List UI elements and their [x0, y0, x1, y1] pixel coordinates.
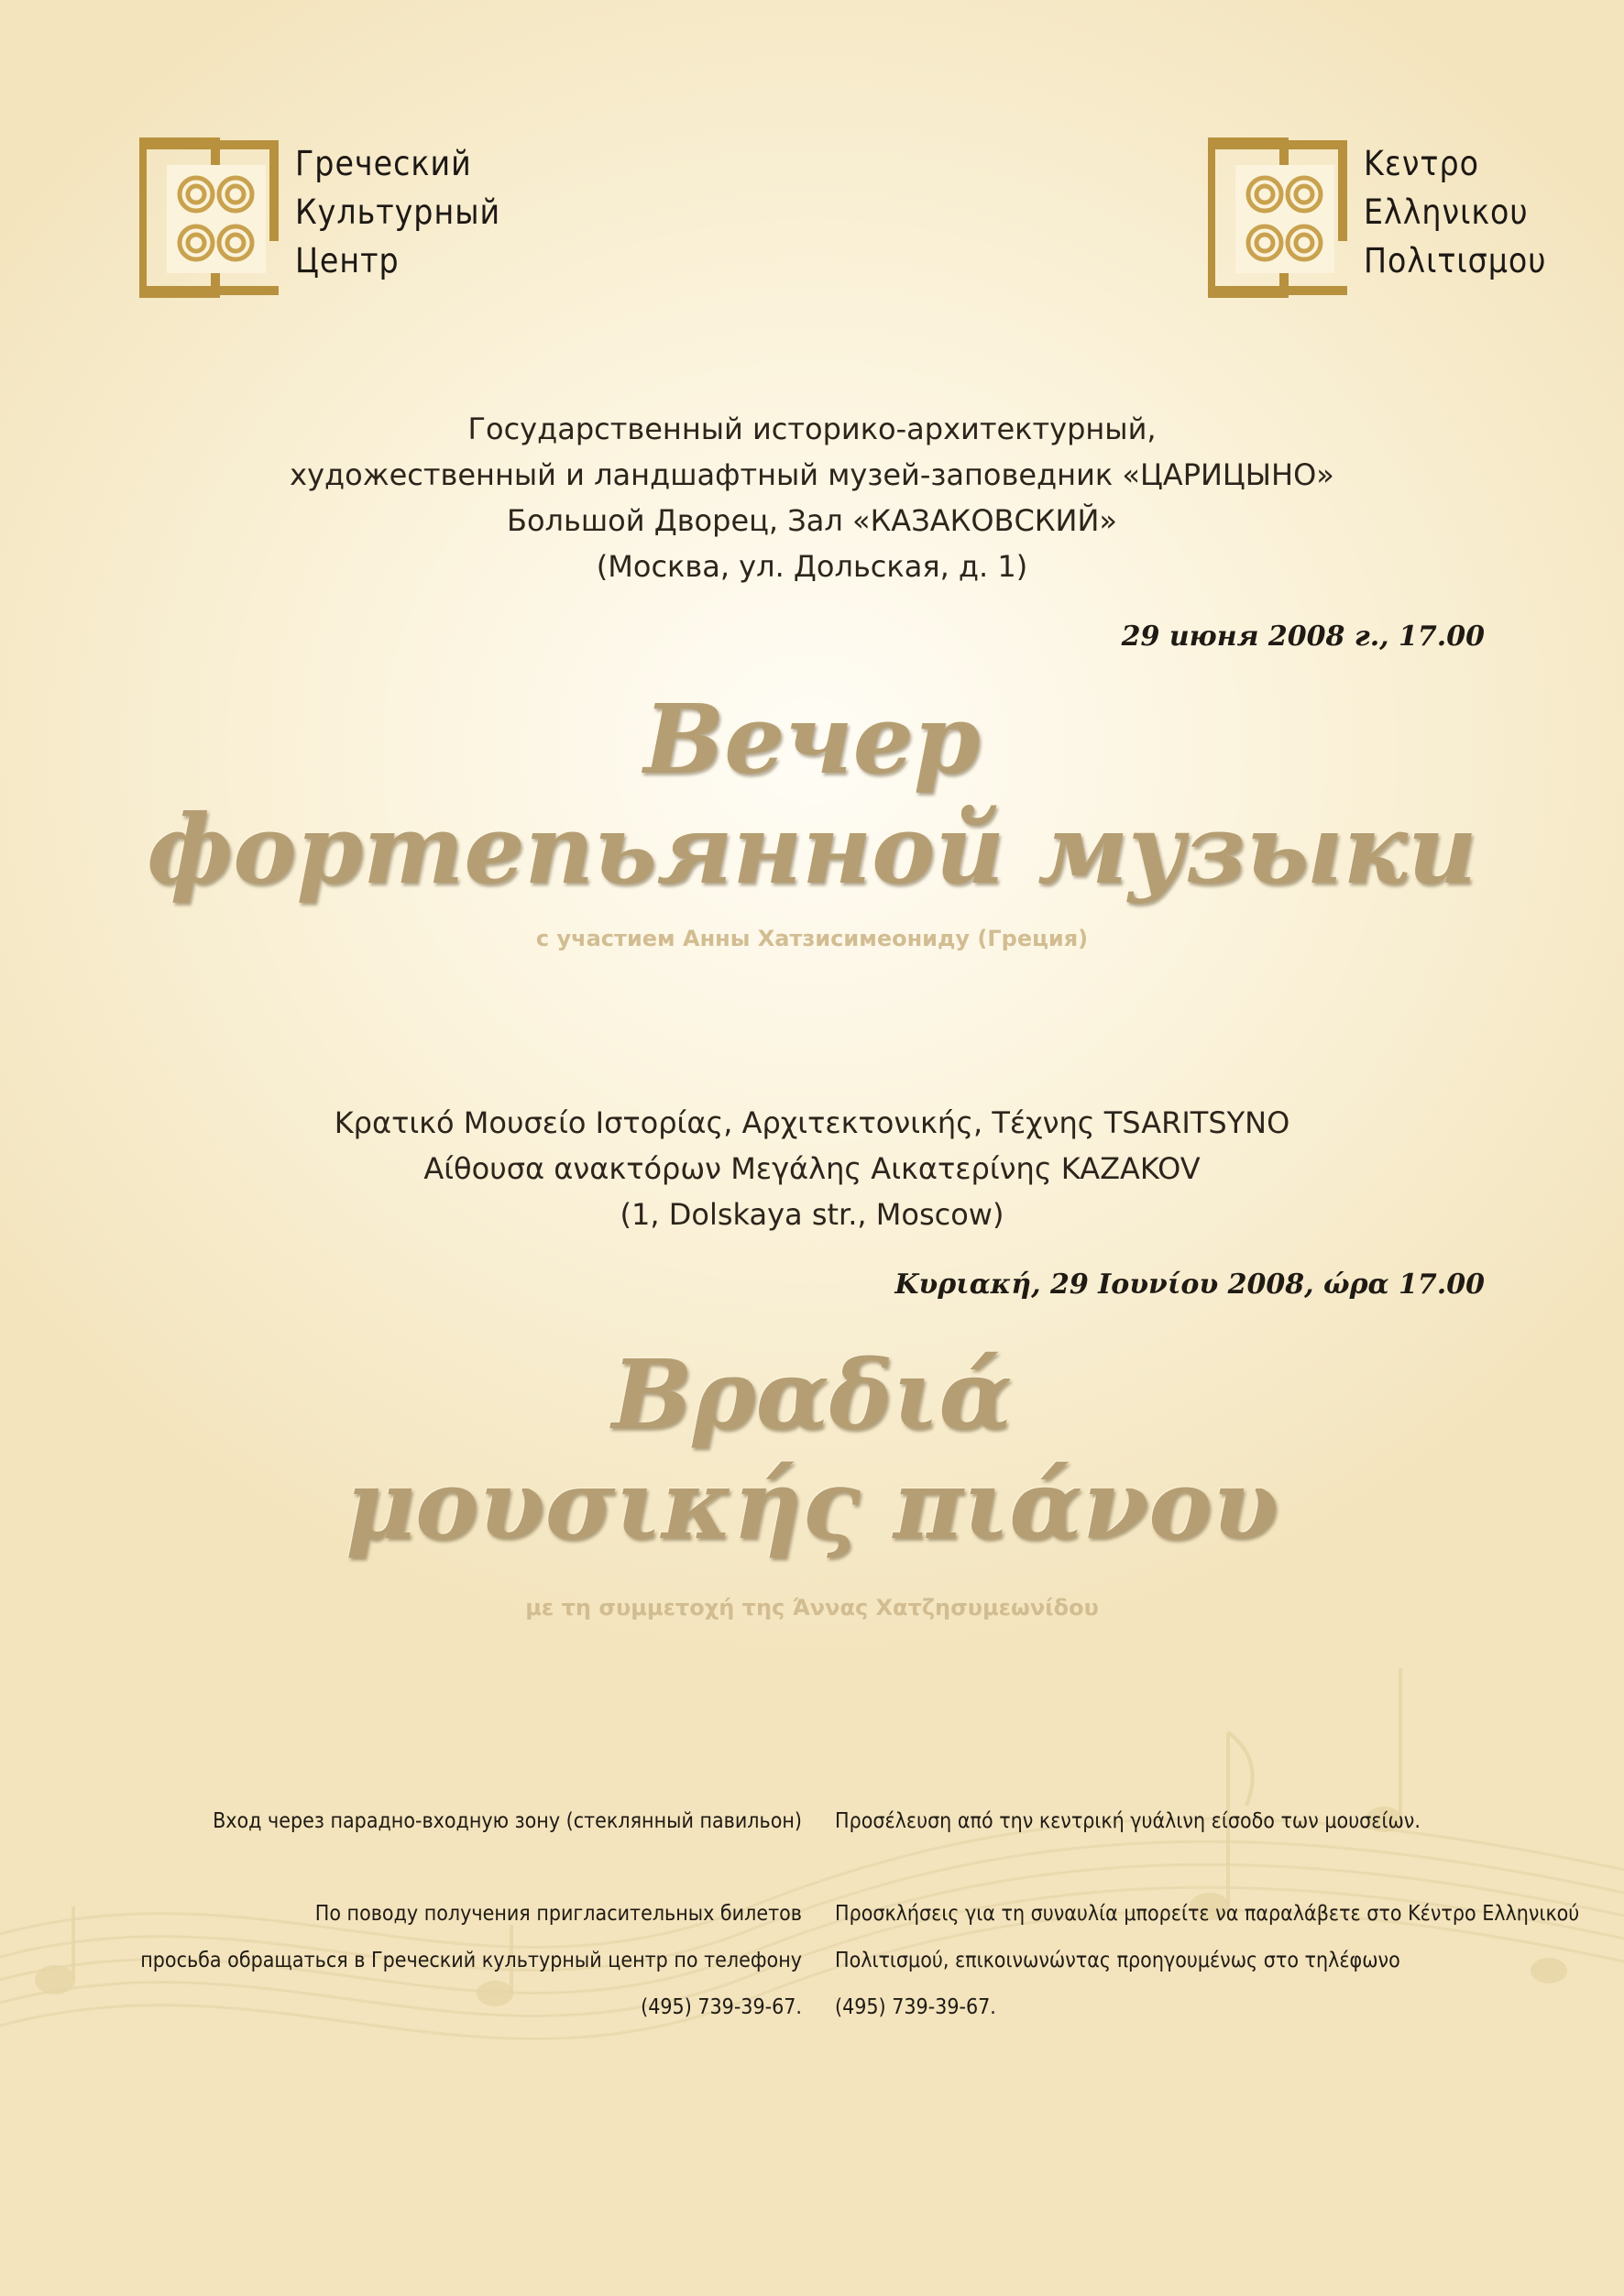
tickets-line: Προσκλήσεις για τη συναυλία μπορείτε να παραλάβετε στο Κέντρο Ελληνικού [835, 1902, 1580, 1926]
entrance-note: Вход через парадно-входную зону (стеклянный павильон) [213, 1809, 802, 1833]
venue-line: Большой Дворец, Зал «КАЗАКОВСКИЙ» [507, 503, 1117, 538]
venue-line: Αίθουσα ανακτόρων Μεγάλης Αικατερίνης KAZAKOV [423, 1151, 1201, 1186]
venue-line: Государственный историко-архитектурный, [467, 412, 1157, 446]
tickets-line: просьба обращаться в Греческий культурный центр по телефону [140, 1949, 802, 1972]
logo-text [1364, 139, 1547, 285]
subtitle-gr: με τη συμμετοχή της Άννας Χατζησυμεωνίδου [525, 1595, 1099, 1620]
event-date-gr: Κυριακή, 29 Ιουνίου 2008, ώρα 17.00 [894, 1269, 1485, 1301]
logo-line: Культурный [295, 192, 501, 232]
venue-line: художественный и ландшафтный музей-заповедник «ЦАРИЦЫНО» [290, 457, 1334, 492]
venue-line: (1, Dolskaya str., Moscow) [620, 1197, 1004, 1232]
phone-number: (495) 739-39-67. [641, 1995, 802, 2019]
logo-line: Центр [295, 241, 400, 280]
event-date-ru: 29 июня 2008 г., 17.00 [1121, 621, 1485, 653]
info-ru [140, 1798, 802, 2031]
title-ru-line1: Вечер [643, 683, 981, 796]
venue-line: (Москва, ул. Дольская, д. 1) [596, 549, 1028, 584]
logo-line: Ελληνικου [1364, 192, 1529, 232]
phone-number: (495) 739-39-67. [835, 1995, 996, 2019]
title-gr-line2: μουσικής πιάνου [346, 1448, 1278, 1561]
venue-ru [0, 406, 1624, 589]
spiral-logo-icon [139, 137, 281, 298]
subtitle-ru: с участием Анны Хатзисимеониду (Греция) [535, 926, 1089, 951]
info-gr [835, 1798, 1579, 2031]
logo-line: Πολιτισμου [1364, 241, 1547, 280]
note-icon [35, 1965, 75, 1994]
tickets-line: По поводу получения пригласительных билетов [314, 1902, 802, 1926]
title-gr-line1: Βραδιά [611, 1338, 1013, 1451]
logo-line: Греческий [295, 144, 472, 183]
venue-line: Κρατικό Μουσείο Ιστορίας, Αρχιτεκτονικής, Τέχνης TSARITSYNO [334, 1105, 1290, 1140]
venue-gr [0, 1100, 1624, 1237]
logo-line: Κεντρο [1364, 144, 1479, 183]
entrance-note: Προσέλευση από την κεντρική γυάλινη είσοδο των μουσείων. [835, 1809, 1421, 1833]
spiral-logo-icon [1208, 137, 1350, 298]
tickets-line: Πολιτισμού, επικοινωνώντας προηγουμένως στο τηλέφωνο [835, 1949, 1400, 1972]
title-ru-line2: фортепьянной музыки [147, 793, 1477, 906]
logo-text [295, 139, 500, 285]
